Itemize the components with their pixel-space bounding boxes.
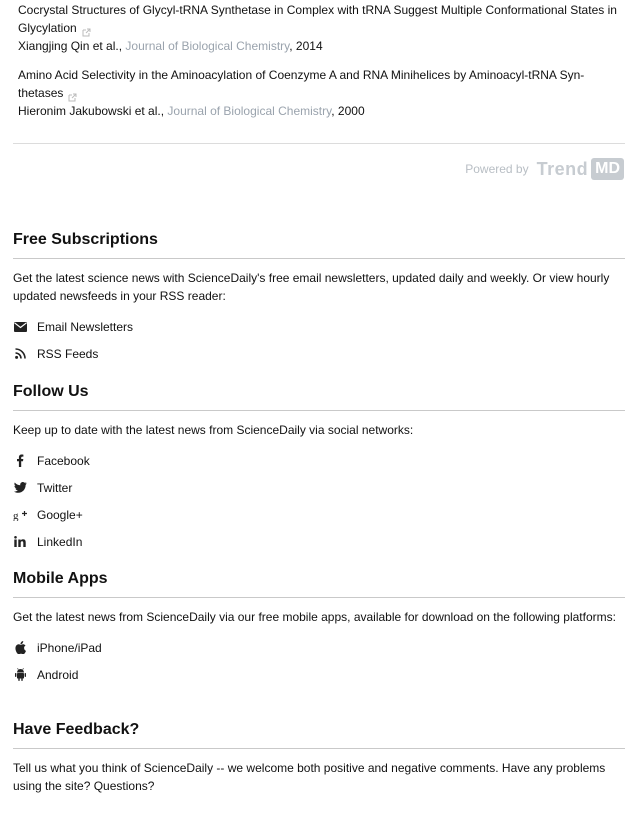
related-article-year: , 2000 bbox=[331, 104, 365, 118]
list-item-twitter[interactable] bbox=[13, 474, 625, 501]
related-article bbox=[18, 66, 626, 120]
list-item-label[interactable]: LinkedIn bbox=[37, 534, 83, 549]
journal-link[interactable]: Journal of Biological Chemistry bbox=[125, 39, 290, 53]
free-subscriptions-section bbox=[13, 230, 625, 367]
list-item-label[interactable]: Facebook bbox=[37, 453, 90, 468]
list-item-email-newsletters[interactable] bbox=[13, 313, 625, 340]
list-item-label[interactable]: Email Newsletters bbox=[37, 319, 134, 334]
social-list bbox=[13, 447, 625, 555]
divider bbox=[13, 258, 625, 259]
section-description: Get the latest science news with ScienceDaily's free email newsletters, updated daily and weekly. Or view hourly updated newsfeeds in your RSS reader: bbox=[13, 271, 610, 303]
external-link-icon bbox=[82, 24, 91, 33]
section-heading: Mobile Apps bbox=[13, 570, 108, 587]
powered-by-label: Powered by bbox=[465, 162, 529, 176]
list-item-iphone-ipad[interactable] bbox=[13, 634, 625, 661]
related-article bbox=[18, 1, 626, 55]
twitter-icon bbox=[13, 481, 27, 495]
external-link-icon bbox=[68, 89, 77, 98]
related-article-meta bbox=[18, 102, 626, 120]
section-description: Get the latest news from ScienceDaily via our free mobile apps, available for download on the following platforms: bbox=[13, 610, 616, 624]
facebook-icon bbox=[13, 454, 27, 468]
list-item-label[interactable]: Android bbox=[37, 667, 79, 682]
journal-link[interactable]: Journal of Biological Chemistry bbox=[167, 104, 332, 118]
divider bbox=[13, 597, 625, 598]
list-item-facebook[interactable] bbox=[13, 447, 625, 474]
list-item-label[interactable]: Google+ bbox=[37, 507, 83, 522]
related-article-title-link[interactable] bbox=[18, 1, 626, 37]
linkedin-icon bbox=[13, 535, 27, 549]
list-item-label[interactable]: Twitter bbox=[37, 480, 73, 495]
section-heading: Free Subscriptions bbox=[13, 231, 158, 248]
subscription-list bbox=[13, 313, 625, 367]
list-item-rss-feeds[interactable] bbox=[13, 340, 625, 367]
divider bbox=[13, 143, 625, 144]
android-icon bbox=[13, 668, 27, 682]
powered-by-trendmd[interactable] bbox=[465, 157, 624, 181]
svg-text:g: g bbox=[13, 509, 19, 521]
feedback-section bbox=[13, 720, 625, 795]
related-article-title-link[interactable] bbox=[18, 66, 626, 102]
related-article-meta bbox=[18, 37, 626, 55]
divider bbox=[13, 410, 625, 411]
divider bbox=[13, 748, 625, 749]
mobile-apps-list bbox=[13, 634, 625, 688]
section-heading: Follow Us bbox=[13, 383, 89, 400]
related-article-title[interactable]: Amino Acid Selectivity in the Aminoacylation of Coenzyme A and RNA Minihelices by Aminoacyl-tRNA Syn-thetases bbox=[18, 68, 585, 100]
related-article-authors: Hieronim Jakubowski et al., bbox=[18, 104, 168, 118]
follow-us-section bbox=[13, 382, 625, 555]
apple-icon bbox=[13, 641, 27, 655]
section-description: Tell us what you think of ScienceDaily -- we welcome both positive and negative comments. Have any problems using the site? Questions? bbox=[13, 761, 606, 793]
related-article-authors: Xiangjing Qin et al., bbox=[18, 39, 126, 53]
google-plus-icon bbox=[13, 508, 27, 522]
trendmd-logo-md: MD bbox=[591, 158, 624, 180]
envelope-icon bbox=[13, 320, 27, 334]
list-item-google-plus[interactable] bbox=[13, 501, 625, 528]
mobile-apps-section bbox=[13, 569, 625, 688]
list-item-label[interactable]: RSS Feeds bbox=[37, 346, 99, 361]
rss-icon bbox=[13, 347, 27, 361]
list-item-label[interactable]: iPhone/iPad bbox=[37, 640, 102, 655]
list-item-linkedin[interactable] bbox=[13, 528, 625, 555]
section-heading: Have Feedback? bbox=[13, 721, 140, 738]
related-article-year: , 2014 bbox=[289, 39, 323, 53]
trendmd-logo-trend: Trend bbox=[536, 158, 589, 179]
related-article-title[interactable]: Cocrystal Structures of Glycyl-tRNA Synthetase in Complex with tRNA Suggest Multiple Conformational States in Glycylation bbox=[18, 3, 617, 35]
list-item-android[interactable] bbox=[13, 661, 625, 688]
section-description: Keep up to date with the latest news from ScienceDaily via social networks: bbox=[13, 423, 414, 437]
